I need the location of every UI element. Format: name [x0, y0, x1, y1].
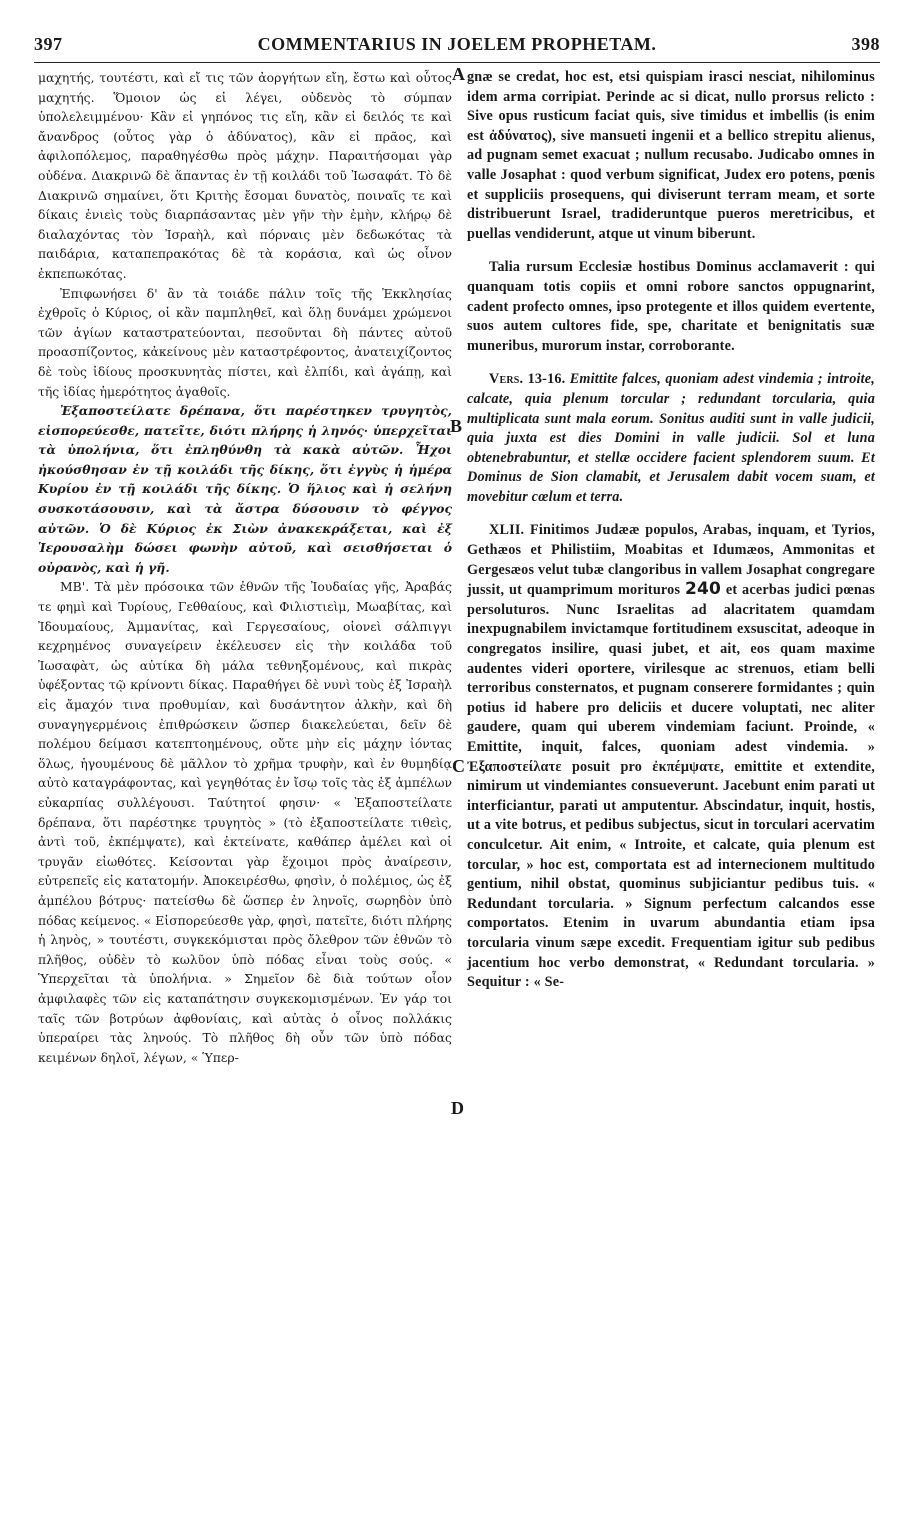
header-rule — [34, 62, 880, 63]
latin-paragraph-42-part-2: et acerbas judici pœnas persoluturos. Nunc Israelitas ad alacritatem quamdam inexpugnabilem invictamque fortitudinem exsuscitat, adeoque in congregatos insilire, quasi jubet, et ait, eos quam maxime audentes videri oportere, virilesque ac strenuos, etiam belli terroribus consternatos, et pugnam conserere formidantes ; quin potius id haberе pro deliciis et ducere voluptati, nec aliter gaudere, quam qui uberem vindemiam faciunt. Proinde, « Emittite, inquit, falces, quoniam adest vindemia. » Ἐξαποστείλατε posuit pro ἐκπέμψατε, emittite et extendite, nimirum ut vindemiantes consueverunt. Jacebunt enim parati ut interficiantur, parati ut amputentur. Abscindatur, inquit, hostis, ut a vite botrus, et pedibus subjectus, sicut in torculari acervatim conculcetur. Ait enim, « Introite, et calcate, quia plenum est torcular, » hoc est, comportata est ad internecionem multitudo gentium, nihil obstat, quominus subjiciantur pedibus tuis. « Redundant torcularia. » Signum perfectum calcandos esse comportatos. Etenim in uvarum abundantia etiam ipsa torcularia vinum sæpe excedit. Frequentiam igitur sub pedibus jacentium hoc verbo demonstrat, « Redundant torcularia. » Sequitur : « Se- — [467, 582, 875, 991]
greek-paragraph-42: ΜΒ'. Τὰ μὲν πρόσοικα τῶν ἐθνῶν τῆς Ἰουδαίας γῆς, Ἀραβάς τε φημὶ καὶ Τυρίους, Γεθθαίους, καὶ Φιλιστιεὶμ, Μωαβίτας, καὶ Ἰδουμαίους, Ἀμμανίτας, καὶ Γεργεσαίους, οἱονεὶ σάλπιγγι κεχρημένος συναγείρειν ἐκέλευσεν εἰς τὴν κοιλάδα τοῦ Ἰωσαφὰτ, ὡς αὐτίκα δὴ μάλα τεθνηξομένους, καὶ πικρὰς ὑφέξοντας τῷ κρίνοντι δίκας. Παραθήγει δὲ νυνὶ τοὺς ἐξ Ἰσραὴλ εἰς ἄμαχόν τινα προθυμίαν, καὶ δυσάντητον ἀλκὴν, καὶ δὴ συναγηγερμένοις ἐπιθρώσκειν ὥσπερ διακελεύεται, δεῖν δὲ πολέμου δείμασι κατεπτοημένους, οὔτε μὴν εἰς μάχην ἰόντας ὅλως, ἡγουμένους δὲ μᾶλλον τὸ χρῆμα τρυφὴν, καὶ ἐν θυμηδίᾳ αὐτὸ καταγράφοντας, καὶ γεγηθότας ἐν ἴσῳ τοῖς τὰς ἐξ ἀμπέλων εὐκαρπίας συλλέγουσι. Ταύτητοί φησιν· « Ἐξαποστείλατε δρέπανα, ὅτι παρέστηκε τρυγητὸς » (τὸ ἐξαποστείλατε τιθεὶς, ἀντὶ τοῦ, ἐκπέμψατε), καὶ ἐκτείνατε, καθάπερ ἀμέλει καὶ οἱ τρυγᾶν εἰωθότες. Κείσονται γὰρ ἕχοιμοι πρὸς ἀναίρεσιν, εὐτρεπεῖς εἰς κατατομήν. Ἀποκειρέσθω, φησὶν, ὁ πολέμιος, ὡς ἐξ ἀμπέλου βότρυς· πατείσθω δὲ ὥσπερ ἐν ληνοῖς, σωρηδὸν ὑπὸ πόδας κείμενος. « Εἰσπορεύεσθε γὰρ, φησὶ, πατεῖτε, διότι πλήρης ἡ ληνὸς, » τουτέστι, συγκεκόμισται πρὸς ὄλεθρον τῶν ἐθνῶν τὸ πλῆθος, οὐδὲν τὸ κωλῦον ὑπὸ πόδας εἶναι τοὺς σούς. « Ὑπερχεῖται τὰ ὑπολήνια. » Σημεῖον δὲ διὰ τούτων οἷον ἀμφιλαφὲς τῶν εἰς καταπάτησιν συγκεκομισμένων. Ἐν γάρ τοι ταῖς τῶν βοτρύων ἀφθονίαις, καὶ αὐτὰς ὁ οἶνος πολλάκις ὑπεραίρει τὰς ληνούς. Τὸ πλῆθος δὴ οὖν τῶν ὑπὸ πόδας κειμένων δηλοῖ, λέγων, « Ὑπερ- — [38, 579, 452, 1065]
latin-verse-block — [467, 370, 875, 507]
greek-column — [38, 68, 452, 1067]
margin-marker-b: B — [450, 416, 463, 436]
verse-label: Vers. 13-16. — [489, 371, 566, 388]
left-page-number: 397 — [34, 34, 63, 54]
right-page-number: 398 — [851, 34, 880, 54]
margin-marker-a: A — [452, 64, 465, 84]
running-header — [34, 34, 880, 60]
margin-marker-c: C — [452, 756, 465, 776]
greek-paragraph-1: μαχητής, τουτέστι, καὶ εἴ τις τῶν ἀοργήτων εἴη, ἔστω καὶ οὗτος μαχητής. Ὅμοιον ὡς εἰ λέγει, οὐδενὸς τὸ σύμπαν ὑπολελειμμένου· Κἂν εἰ γηπόνος τις εἴη, κἂν εἰ δειλός τε καὶ ἄνανδρος (οὗτος γὰρ ὁ ἀδύνατος), κἂν εἰ πρᾶος, καὶ ἀφιλοπόλεμος, παραθηγέσθω πρὸς μάχην. Παραιτήσομαι γὰρ οὐδένα. Διακρινῶ δὲ ἅπαντας ἐν τῇ κοιλάδι τοῦ Ἰωσαφάτ. Τὸ δὲ Διακρινῶ σημαίνει, ὅτι Κριτὴς ἔσομαι δυνατὸς, ποιναῖς τε καὶ δίκαις ἐνιεὶς τοὺς διαρπάσαντας μὲν γῆν τὴν ἐμὴν, κλήρῳ δὲ διαλαχόντας τὸν Ἰσραὴλ, καὶ πόρναις μὲν δεδωκότας τὰ παιδάρια, καταπεπρακότας δὲ τὰ κοράσια, καὶ ὡς οἶνον ἐκπεπωκότας. — [38, 70, 452, 281]
latin-paragraph-1: gnæ se credat, hoc est, etsi quispiam irasci nesciat, nihilominus idem arma corripiat. Perinde ac si dicat, nullo prorsus relicto : Sive opus rusticum faciat quis, sive timidus et imbellis (is enim est ἀδύνατος), sive mansueti ingenii et a bellico strepitu alienus, ad pugnam semet exacuat ; nullum recusabo. Judicabo omnes in valle Josaphat : quod verbum significat, Judex ero potens, pœnis et suppliciis prosequens, qui diviserunt terram meam, et sorte distribuerunt Israel, tradideruntque pueros meretricibus, et puellas vendiderunt, atque ut vinum biberunt. — [467, 69, 875, 242]
column-number-240: 240 — [684, 579, 722, 600]
latin-paragraph-2: Talia rursum Ecclesiæ hostibus Dominus acclamaverit : qui quanquam totis copiis et omni robore sanctos oppugnarint, cadent profecto omnes, ipso protegente et illos quidem evertente, suos autem cultores fide, spe, charitate et benignitatis suæ muneribus, murorum instar, corroborante. — [467, 259, 875, 354]
greek-scripture-lemma: Ἐξαποστείλατε δρέπανα, ὅτι παρέστηκεν τρυγητὸς, εἰσπορεύεσθε, πατεῖτε, διότι πλήρης ἡ ληνός· ὑπερχεῖται τὰ ὑπολήνια, ὅτι ἐπληθύνθη τὰ κακὰ αὐτῶν. Ἦχοι ἠκούσθησαν ἐν τῇ κοιλάδι τῆς δίκης, ὅτι ἐγγὺς ἡ ἡμέρα Κυρίου ἐν τῇ κοιλάδι τῆς δίκης. Ὁ ἥλιος καὶ ἡ σελήνη συσκοτάσουσιν, καὶ τὰ ἄστρα δύσουσιν τὸ φέγγος αὐτῶν. Ὁ δὲ Κύριος ἐκ Σιὼν ἀνακεκράξεται, καὶ ἐξ Ἱερουσαλὴμ δώσει φωνὴν αὐτοῦ, καὶ σεισθήσεται ὁ οὐρανὸς, καὶ ἡ γῆ. — [38, 403, 452, 575]
latin-paragraph-42-part-1: XLII. Finitimos Judææ populos, Arabas, inquam, et Tyrios, Gethæos et Philistiim, Moabitas et Idumæos, Ammonitas et Gergesæos velut tubæ clangoribus in vallem Josaphat congregare jussit, ut quamprimum morituros — [467, 522, 875, 599]
running-title: COMMENTARIUS IN JOELEM PROPHETAM. — [257, 34, 657, 54]
latin-column — [467, 68, 875, 993]
greek-paragraph-2: Ἐπιφωνήσει δ' ἂν τὰ τοιάδε πάλιν τοῖς τῆς Ἐκκλησίας ἐχθροῖς ὁ Κύριος, οἱ κἂν παμπληθεῖ, καὶ ὅλῃ δυνάμει χρώμενοι τῶν ἁγίων καταστρατεύονται, πεσοῦνται δὴ πάντες αὐτοῦ προασπίζοντος, κἀκείνους μὲν καταστρέφοντος, ἀνατειχίζοντος δὲ τοὺς ἰδίους προσκυνητὰς πίστει, καὶ ἐλπίδι, καὶ ἀγάπῃ, καὶ τῆς ἰδίας ἡμερότητος ἀγαθοῖς. — [38, 285, 452, 399]
verse-text: Emittite falces, quoniam adest vindemia ; introite, calcate, quia plenum torcular ; redundant torcularia, quia multiplicata sunt mala eorum. Sonitus auditi sunt in valle judicii, quia juxta est dies Domini in valle judicii. Sol et luna obtenebrabuntur, et stellæ occidere facient splendorem suum. Et Dominus de Sion clamabit, et Jerusalem dabit vocem suam, et movebitur cœlum et terra. — [467, 371, 876, 505]
margin-marker-d: D — [451, 1098, 464, 1118]
latin-paragraph-42 — [467, 521, 875, 992]
